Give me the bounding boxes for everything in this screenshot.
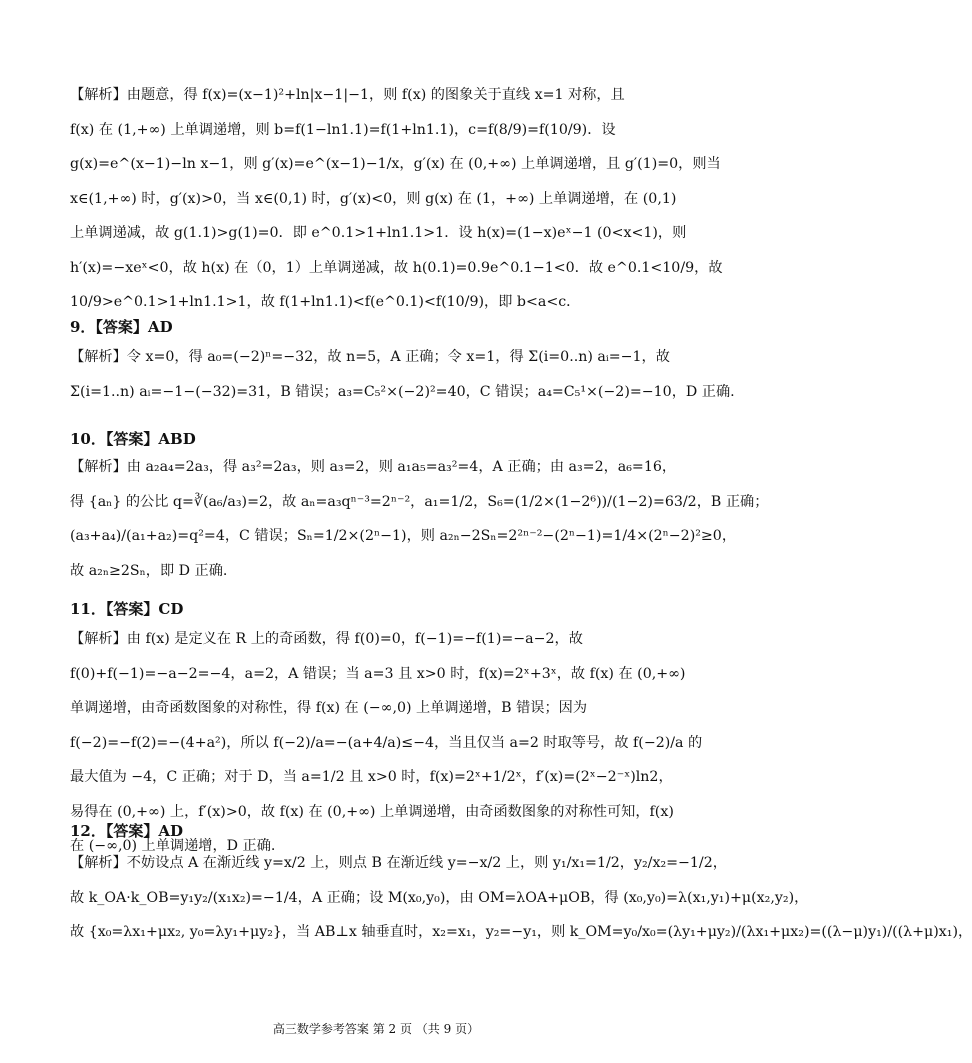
q11-line: 易得在 (0,+∞) 上，f′(x)>0，故 f(x) 在 (0,+∞) 上单调递增，由奇函数图象的对称性可知，f(x): [70, 803, 674, 820]
q12-heading: 12．【答案】AD: [70, 822, 184, 840]
q11-line: 在 (−∞,0) 上单调递增，D 正确.: [70, 838, 276, 854]
page-footer: 高三数学参考答案 第 2 页 （共 9 页）: [272, 1022, 480, 1036]
q8-line: h′(x)=−xeˣ<0，故 h(x) 在（0，1）上单调递减，故 h(0.1)=0.9e^0.1−1<0．故 e^0.1<10/9，故: [70, 259, 723, 276]
q11-line: 【解析】由 f(x) 是定义在 R 上的奇函数，得 f(0)=0，f(−1)=−f(1)=−a−2，故: [70, 631, 583, 647]
q11-line: 单调递增，由奇函数图象的对称性，得 f(x) 在 (−∞,0) 上单调递增，B 错误；因为: [70, 700, 588, 716]
q11-line: 最大值为 −4，C 正确；对于 D，当 a=1/2 且 x>0 时，f(x)=2ˣ+1/2ˣ，f′(x)=(2ˣ−2⁻ˣ)ln2，: [70, 769, 673, 785]
q8-analysis: [70, 78, 723, 320]
q12-analysis: [70, 846, 972, 950]
q10-line: 得 {aₙ} 的公比 q=∛(a₆/a₃)=2，故 aₙ=a₃qⁿ⁻³=2ⁿ⁻²，a₁=1/2，S₆=(1/2×(1−2⁶))/(1−2)=63/2，B 正确；: [70, 493, 769, 510]
q8-line: 【解析】由题意，得 f(x)=(x−1)²+ln|x−1|−1，则 f(x) 的图象关于直线 x=1 对称，且: [70, 87, 625, 103]
q9-heading: 9．【答案】AD: [70, 318, 173, 336]
q11-line: f(−2)=−f(2)=−(4+a²)，所以 f(−2)/a=−(a+4/a)≤−4，当且仅当 a=2 时取等号，故 f(−2)/a 的: [70, 734, 703, 751]
q8-line: x∈(1,+∞) 时，g′(x)>0，当 x∈(0,1) 时，g′(x)<0，则 g(x) 在 (1，+∞) 上单调递增，在 (0,1): [70, 190, 677, 207]
q10-analysis: [70, 450, 769, 588]
q8-line: 10/9>e^0.1>1+ln1.1>1，故 f(1+ln1.1)<f(e^0.1)<f(10/9)，即 b<a<c．: [70, 294, 581, 310]
q9-analysis: [70, 340, 735, 409]
q8-line: f(x) 在 (1,+∞) 上单调递增，则 b=f(1−ln1.1)=f(1+ln1.1)，c=f(8/9)=f(10/9)．设: [70, 121, 616, 138]
q12-line: 故 {x₀=λx₁+μx₂, y₀=λy₁+μy₂}，当 AB⊥x 轴垂直时，x₂=x₁，y₂=−y₁，则 k_OM=y₀/x₀=(λy₁+μy₂)/(λx₁+μx₂)=((λ−μ)y₁)/((λ+μ)x₁)，: [70, 924, 972, 940]
q8-line: g(x)=e^(x−1)−ln x−1，则 g′(x)=e^(x−1)−1/x，g′(x) 在 (0,+∞) 上单调递增，且 g′(1)=0，则当: [70, 156, 721, 172]
q11-heading: 11．【答案】CD: [70, 600, 184, 618]
q9-line: Σ(i=1..n) aᵢ=−1−(−32)=31，B 错误；a₃=C₅²×(−2)²=40，C 错误；a₄=C₅¹×(−2)=−10，D 正确.: [70, 383, 735, 400]
q9-line: 【解析】令 x=0，得 a₀=(−2)ⁿ=−32，故 n=5，A 正确；令 x=1，得 Σ(i=0..n) aᵢ=−1，故: [70, 349, 670, 365]
q10-line: (a₃+a₄)/(a₁+a₂)=q²=4，C 错误；Sₙ=1/2×(2ⁿ−1)，则 a₂ₙ−2Sₙ=2²ⁿ⁻²−(2ⁿ−1)=1/4×(2ⁿ−2)²≥0，: [70, 528, 737, 544]
q11-line: f(0)+f(−1)=−a−2=−4，a=2，A 错误；当 a=3 且 x>0 时，f(x)=2ˣ+3ˣ，故 f(x) 在 (0,+∞): [70, 665, 686, 682]
q8-line: 上单调递减，故 g(1.1)>g(1)=0．即 e^0.1>1+ln1.1>1．设 h(x)=(1−x)eˣ−1 (0<x<1)，则: [70, 225, 687, 241]
q10-line: 故 a₂ₙ≥2Sₙ，即 D 正确.: [70, 562, 228, 579]
q10-line: 【解析】由 a₂a₄=2a₃，得 a₃²=2a₃，则 a₃=2，则 a₁a₅=a₃²=4，A 正确；由 a₃=2，a₆=16，: [70, 459, 677, 475]
q12-line: 【解析】不妨设点 A 在渐近线 y=x/2 上，则点 B 在渐近线 y=−x/2 上，则 y₁/x₁=1/2，y₂/x₂=−1/2，: [70, 855, 727, 871]
q12-line: 故 k_OA·k_OB=y₁y₂/(x₁x₂)=−1/4，A 正确；设 M(x₀,y₀)，由 OM=λOA+μOB，得 (x₀,y₀)=λ(x₁,y₁)+μ(x₂,y₂)，: [70, 889, 809, 906]
q10-heading: 10．【答案】ABD: [70, 430, 196, 448]
